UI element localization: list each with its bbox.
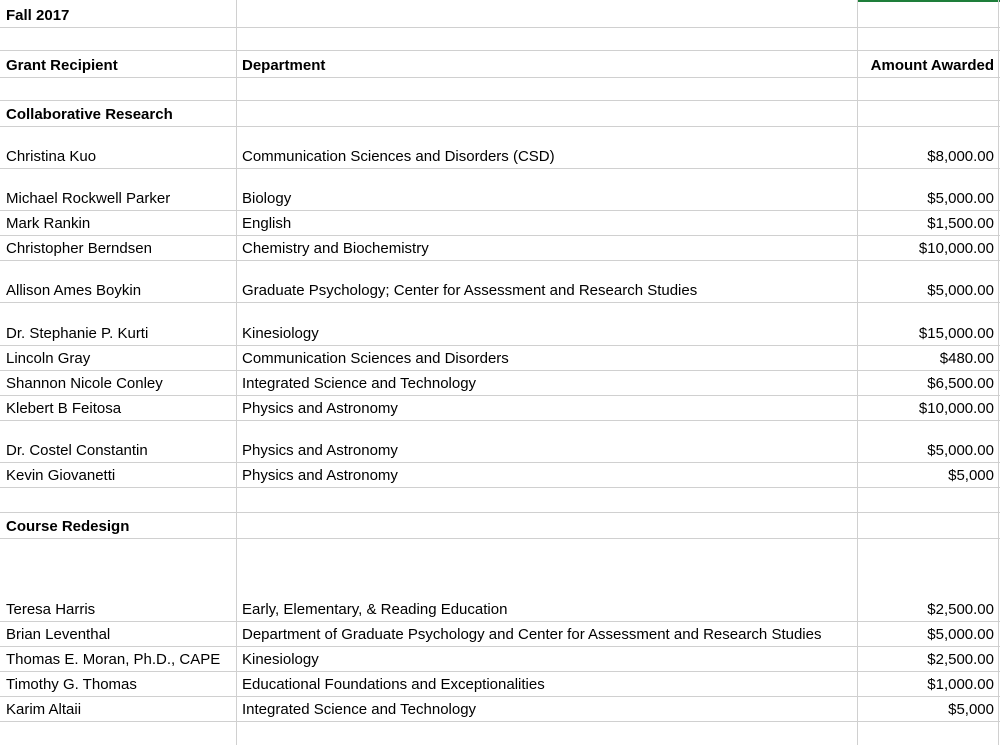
amount-cell[interactable]: $5,000.00 [927, 282, 994, 299]
department-cell[interactable]: English [242, 215, 292, 232]
amount-cell[interactable]: $1,000.00 [927, 676, 994, 693]
department-cell[interactable]: Graduate Psychology; Center for Assessment and Research Studies [242, 282, 698, 299]
amount-cell[interactable]: $5,000.00 [927, 626, 994, 643]
amount-cell[interactable]: $15,000.00 [918, 325, 994, 342]
header-grant-recipient[interactable]: Grant Recipient [6, 57, 118, 74]
recipient-cell[interactable]: Lincoln Gray [6, 350, 91, 367]
selection-indicator [858, 0, 1000, 2]
department-cell[interactable]: Integrated Science and Technology [242, 701, 477, 718]
department-cell[interactable]: Educational Foundations and Exceptionalities [242, 676, 545, 693]
sheet-title[interactable]: Fall 2017 [6, 7, 70, 24]
amount-cell[interactable]: $5,000.00 [927, 442, 994, 459]
amount-cell[interactable]: $5,000 [948, 467, 994, 484]
recipient-cell[interactable]: Karim Altaii [6, 701, 82, 718]
department-cell[interactable]: Communication Sciences and Disorders (CSD) [242, 148, 555, 165]
header-amount-awarded[interactable]: Amount Awarded [870, 57, 994, 74]
recipient-cell[interactable]: Thomas E. Moran, Ph.D., CAPE [6, 651, 221, 668]
recipient-cell[interactable]: Klebert B Feitosa [6, 400, 122, 417]
department-cell[interactable]: Physics and Astronomy [242, 442, 398, 459]
recipient-cell[interactable]: Teresa Harris [6, 601, 96, 618]
amount-cell[interactable]: $5,000 [948, 701, 994, 718]
row-divider [0, 487, 1000, 488]
amount-cell[interactable]: $10,000.00 [918, 400, 994, 417]
row-divider [0, 77, 1000, 78]
department-cell[interactable]: Integrated Science and Technology [242, 375, 477, 392]
section-heading[interactable]: Course Redesign [6, 518, 130, 535]
department-cell[interactable]: Physics and Astronomy [242, 400, 398, 417]
amount-cell[interactable]: $5,000.00 [927, 190, 994, 207]
recipient-cell[interactable]: Timothy G. Thomas [6, 676, 137, 693]
department-cell[interactable]: Communication Sciences and Disorders [242, 350, 509, 367]
department-cell[interactable]: Early, Elementary, & Reading Education [242, 601, 508, 618]
recipient-cell[interactable]: Michael Rockwell Parker [6, 190, 171, 207]
recipient-cell[interactable]: Christopher Berndsen [6, 240, 152, 257]
recipient-cell[interactable]: Kevin Giovanetti [6, 467, 116, 484]
amount-cell[interactable]: $6,500.00 [927, 375, 994, 392]
amount-cell[interactable]: $2,500.00 [927, 651, 994, 668]
recipient-cell[interactable]: Brian Leventhal [6, 626, 111, 643]
amount-cell[interactable]: $480.00 [939, 350, 994, 367]
section-heading[interactable]: Collaborative Research [6, 106, 173, 123]
department-cell[interactable]: Kinesiology [242, 325, 319, 342]
recipient-cell[interactable]: Dr. Costel Constantin [6, 442, 148, 459]
recipient-cell[interactable]: Christina Kuo [6, 148, 97, 165]
header-department[interactable]: Department [242, 57, 326, 74]
row-divider [0, 721, 1000, 722]
recipient-cell[interactable]: Allison Ames Boykin [6, 282, 142, 299]
recipient-cell[interactable]: Dr. Stephanie P. Kurti [6, 325, 149, 342]
amount-cell[interactable]: $1,500.00 [927, 215, 994, 232]
department-cell[interactable]: Kinesiology [242, 651, 319, 668]
recipient-cell[interactable]: Mark Rankin [6, 215, 91, 232]
department-cell[interactable]: Biology [242, 190, 292, 207]
row-divider [0, 27, 1000, 28]
department-cell[interactable]: Chemistry and Biochemistry [242, 240, 429, 257]
recipient-cell[interactable]: Shannon Nicole Conley [6, 375, 163, 392]
amount-cell[interactable]: $10,000.00 [918, 240, 994, 257]
amount-cell[interactable]: $8,000.00 [927, 148, 994, 165]
department-cell[interactable]: Department of Graduate Psychology and Center for Assessment and Research Studies [242, 626, 822, 643]
amount-cell[interactable]: $2,500.00 [927, 601, 994, 618]
department-cell[interactable]: Physics and Astronomy [242, 467, 398, 484]
